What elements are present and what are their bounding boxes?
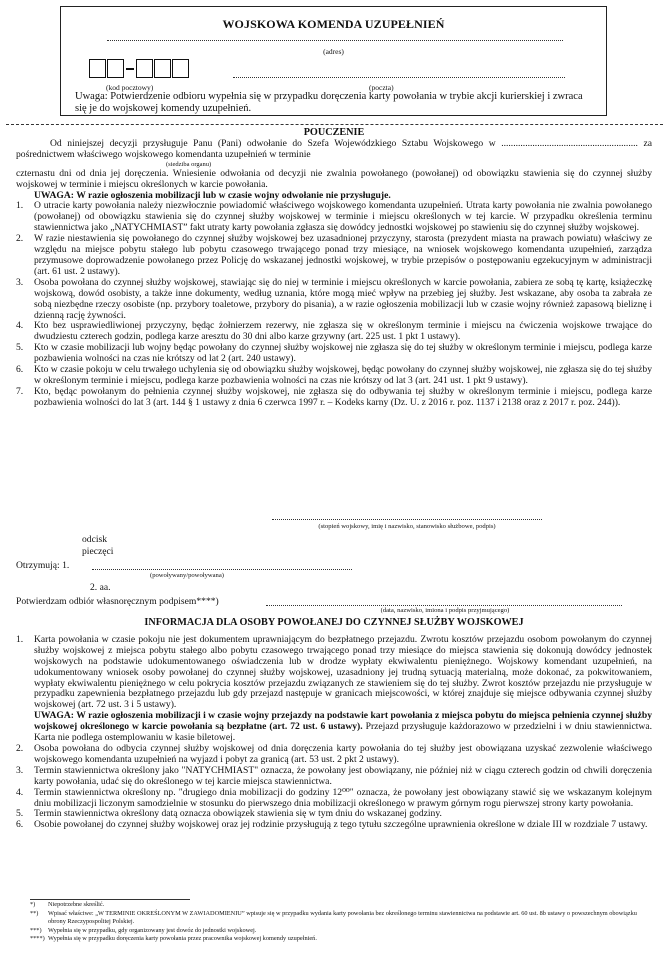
info-section bbox=[16, 618, 652, 831]
postal-digit-box bbox=[154, 59, 171, 78]
info-list bbox=[16, 635, 652, 831]
stamp-label-1: odcisk bbox=[82, 534, 108, 545]
pouczenie-section bbox=[16, 128, 652, 409]
office-title: WOJSKOWA KOMENDA UZUPEŁNIEŃ bbox=[222, 17, 445, 31]
postal-digit-box bbox=[107, 59, 124, 78]
list-item: 3. Osoba powołana do czynnej służby wojskowej, stawiając się do niej w terminie i miejscu określonych w karcie powołania, zabiera ze sobą tę kartę, książeczkę wojskową, dowód osobisty, a także inne dokumenty, według uznania, które mogą mieć wpływ na przebieg jej służby. Jest wskazane, aby osoba ta zabrała ze sobą niezbędne rzeczy osobiste (np. przybory toaletowe, przybory do pisania), a w razie ogłoszenia mobilizacji lub w czasie wojny również zapasową bieliznę i dzienną rację żywności. bbox=[16, 276, 652, 321]
recipient-label: (powoływany/powoływana) bbox=[150, 572, 224, 579]
receipt-confirmation: Potwierdzam odbiór własnoręcznym podpisem****) bbox=[16, 596, 219, 607]
signature-line bbox=[272, 519, 542, 520]
list-item: 4. Termin stawiennictwa określony np. "drugiego dnia mobilizacji do godziny 12⁰⁰" oznacza, że powołany jest obowiązany stawić się we wskazanym kolejnym dniu mobilizacji liczonym samodzielnie w stosunku do pierwszego dnia mobilizacji określonego w prawym górnym rogu pierwszej strony karty powołania. bbox=[16, 786, 652, 809]
list-item: 7. Kto, będąc powołanym do pełnienia czynnej służby wojskowej, nie zgłasza się do odbywania tej służby w określonym terminie i miejscu, podlega karze pozbawienia wolności do lat 3 (art. 144 § 1 ustawy z dnia 6 czerwca 1997 r. – Kodeks karny (Dz. U. z 2016 r. poz. 1137 i 2138 oraz z 2017 r. poz. 244)). bbox=[16, 385, 652, 408]
postal-digit-box bbox=[89, 59, 106, 78]
footnote: *) Niepotrzebne skreślić. bbox=[30, 901, 105, 908]
postal-digit-box bbox=[136, 59, 153, 78]
postal-code-boxes bbox=[89, 59, 190, 78]
list-item: 4. Kto bez usprawiedliwionej przyczyny, będąc żołnierzem rezerwy, nie zgłasza się w określonym terminie i miejscu na ćwiczenia wojskowe trwające do dwudziestu czterech godzin, podlega karze aresztu do 30 dni albo karze grzywny (art. 225 ust. 1 pkt 1 ustawy). bbox=[16, 320, 652, 343]
signature-label: (stopień wojskowy, imię i nazwisko, stanowisko służbowe, podpis) bbox=[318, 523, 496, 530]
footnote-rule bbox=[30, 899, 190, 900]
info-title: INFORMACJA DLA OSOBY POWOŁANEJ DO CZYNNEJ SŁUŻBY WOJSKOWEJ bbox=[144, 617, 524, 628]
footnote: **) Wpisać właściwe: „W TERMINIE OKREŚLONYM W ZAWIADOMIENIU” wpisuje się w przypadku wydania karty powołania bez określonego terminu stawiennictwa na podstawie art. 60 ust. 8b ustawy o powszechnym obowiązku obrony Rzeczypospolitej Polskiej. bbox=[30, 909, 637, 925]
appeal-text: Od niniejszej decyzji przysługuje Panu (Pani) odwołanie do Szefa Wojewódzkiego Sztabu Wojskowego w ......................................................... za pośrednictwem właściwego wojskowego komendanta uzupełnień w terminie bbox=[16, 137, 652, 160]
pouczenie-title: POUCZENIE bbox=[303, 127, 365, 138]
list-item: 5. Termin stawiennictwa określony datą oznacza obowiązek stawienia się w tym dniu do wskazanej godziny. bbox=[16, 808, 442, 820]
cut-line bbox=[6, 124, 663, 125]
post-office-label: (poczta) bbox=[369, 83, 394, 92]
pouczenie-list bbox=[16, 201, 652, 408]
travel-warning: UWAGA: W razie ogłoszenia mobilizacji i w czasie wojny przejazdy na podstawie kart powołania z miejsca pobytu do miejsca pełnienia czynnej służby wojskowej określonego w karcie powołania są bezpłatne (art. 72 ust. 6 ustawy). bbox=[34, 710, 652, 733]
list-item: 1. O utracie karty powołania należy niezwłocznie powiadomić właściwego wojskowego komendanta uzupełnień. Utrata karty powołania nie zwalnia powołanego (powołanej) od obowiązku stawienia się do czynnej służby wojskowej w terminie i miejscu określonych w tej karcie. W przypadku określenia terminu stawiennictwa jako „NATYCHMIAST” fakt utraty karty powołania zgłasza się dowódcy jednostki wojskowej po stawieniu się do czynnej służby wojskowej. bbox=[16, 200, 652, 234]
address-line bbox=[107, 40, 563, 41]
footnote: ***) Wypełnia się w przypadku, gdy organizowany jest dowóz do jednostki wojskowej. bbox=[30, 926, 257, 934]
delivery-notice: Uwaga: Potwierdzenie odbioru wypełnia się w przypadku doręczenia karty powołania w trybie akcji kurierskiej i zwraca się je do wojskowej komendy uzupełnień. bbox=[75, 91, 583, 114]
post-office-line bbox=[233, 77, 565, 78]
address-box bbox=[60, 6, 607, 116]
list-item: 2. Osoba powołana do odbycia czynnej służby wojskowej od dnia doręczenia karty powołania do tej służby jest obowiązana uzyskać zezwolenie właściwego wojskowego komendanta uzupełnień na wyjazd i pobyt za granicą (art. 53 ust. 2 pkt 2 ustawy). bbox=[16, 742, 652, 765]
postal-digit-box bbox=[172, 59, 189, 78]
receipt-line bbox=[266, 605, 622, 606]
seat-label: (siedziba organu) bbox=[166, 160, 212, 168]
address-label: (adres) bbox=[323, 47, 344, 56]
receipt-label: (data, nazwisko, imiona i podpis przyjmującego) bbox=[380, 607, 510, 614]
postal-code-label: (kod pocztowy) bbox=[106, 83, 154, 92]
list-item: 5. Kto w czasie mobilizacji lub wojny będąc powołany do czynnej służby wojskowej nie zgłasza się do tej służby w określonym terminie i miejscu, podlega karze pozbawienia wolności na czas nie krótszy od lat 2 (art. 240 ustawy). bbox=[16, 342, 652, 365]
list-item: 3. Termin stawiennictwa określony jako "NATYCHMIAST" oznacza, że powołany jest obowiązany, nie później niż w ciągu czterech godzin od chwili doręczenia karty powołania, udać się do określonego w tej karcie miejsca stawiennictwa. bbox=[16, 764, 652, 787]
recipients-label: Otrzymują: 1. bbox=[16, 560, 70, 571]
appeal-text-cont: czternastu dni od dnia jej doręczenia. Wniesienie odwołania od decyzji nie zwalnia powołanego (powołanej) od obowiązku stawienia się do czynnej służby wojskowej w terminie i miejscu określonych w karcie powołania. bbox=[16, 167, 652, 190]
footnotes bbox=[30, 901, 640, 944]
list-item: 6. Osobie powołanej do czynnej służby wojskowej oraz jej rodzinie przysługują z tego tytułu szczególne uprawnienia określone w dziale III w rozdziale 7 ustawy. bbox=[16, 819, 648, 831]
footnote: ****) Wypełnia się w przypadku doręczenia karty powołania przez pracownika wojskowej komendy uzupełnień. bbox=[30, 935, 317, 942]
postal-dash bbox=[126, 68, 134, 70]
list-item: 1. Karta powołania w czasie pokoju nie jest dokumentem uprawniającym do bezpłatnego przejazdu. Zwrotu kosztów przejazdu osobom powołanym do czynnej służby wojskowej z miejsca pobytu stałego albo pobytu czasowego trwającego ponad trzy miesiące do miejsca stawienia się dokonują dowódcy jednostek wojskowych na podstawie udokumentowanego oświadczenia lub w drodze wypłaty ekwiwalentu pieniężnego. Wojskowy komendant uzupełnień, na udokumentowany wniosek osoby powołanej do czynnej służby wojskowej, uzasadniony jej trudną sytuacją materialną, może dokonać, za pokwitowaniem, wypłaty ekwiwalentu pieniężnego w celu pokrycia kosztów przejazdu związanych ze stawieniem się do tej służby. Zwrot kosztów przejazdu nie przysługuje w przypadku zapewnienia bezpłatnego przejazdu lub gdy przejazd następuje w granicach miejscowości, w której znajduje się miejsce odbywania czynnej służby wojskowej (art. 72 ust. 3 i 5 ustawy). UWAGA: W razie ogłoszenia mobilizacji i w czasie wojny przejazdy na podstawie kart powołania z miejsca pobytu do miejsca pełnienia czynnej służby wojskowej określonego w karcie powołania są bezpłatne (art. 72 ust. 6 ustawy). Przejazd przysługuje każdorazowo w przedzielni i w dniu stawiennictwa. Karta nie podlega ostemplowaniu w kasie biletowej. bbox=[16, 633, 652, 744]
list-item: 6. Kto w czasie pokoju w celu trwałego uchylenia się od obowiązku służby wojskowej, będąc powołany do czynnej służby wojskowej, nie zgłasza się do tej służby w określonym terminie i miejscu, podlega karze pozbawienia wolności na czas nie krótszy od lat 3 (art. 241 ust. 1 pkt 9 ustawy). bbox=[16, 364, 652, 386]
recipient-2: 2. aa. bbox=[90, 582, 111, 593]
mobilization-warning: UWAGA: W razie ogłoszenia mobilizacji lub w czasie wojny odwołanie nie przysługuje. bbox=[34, 189, 391, 201]
list-item: 2. W razie niestawienia się powołanego do czynnej służby wojskowej bez uzasadnionej przyczyny, starosta (prezydent miasta na prawach powiatu) właściwy ze względu na miejsce pobytu stałego lub pobytu czasowego trwającego ponad trzy miesiące, na wniosek wojskowego komendanta uzupełnień, zarządza przymusowe doprowadzenie powołanego przez Policję do wskazanej jednostki wojskowej, w trybie przepisów o postępowaniu egzekucyjnym w administracji (art. 61 ust. 2 ustawy). bbox=[16, 233, 652, 277]
recipient-line bbox=[92, 569, 352, 570]
stamp-label-2: pieczęci bbox=[82, 546, 114, 557]
